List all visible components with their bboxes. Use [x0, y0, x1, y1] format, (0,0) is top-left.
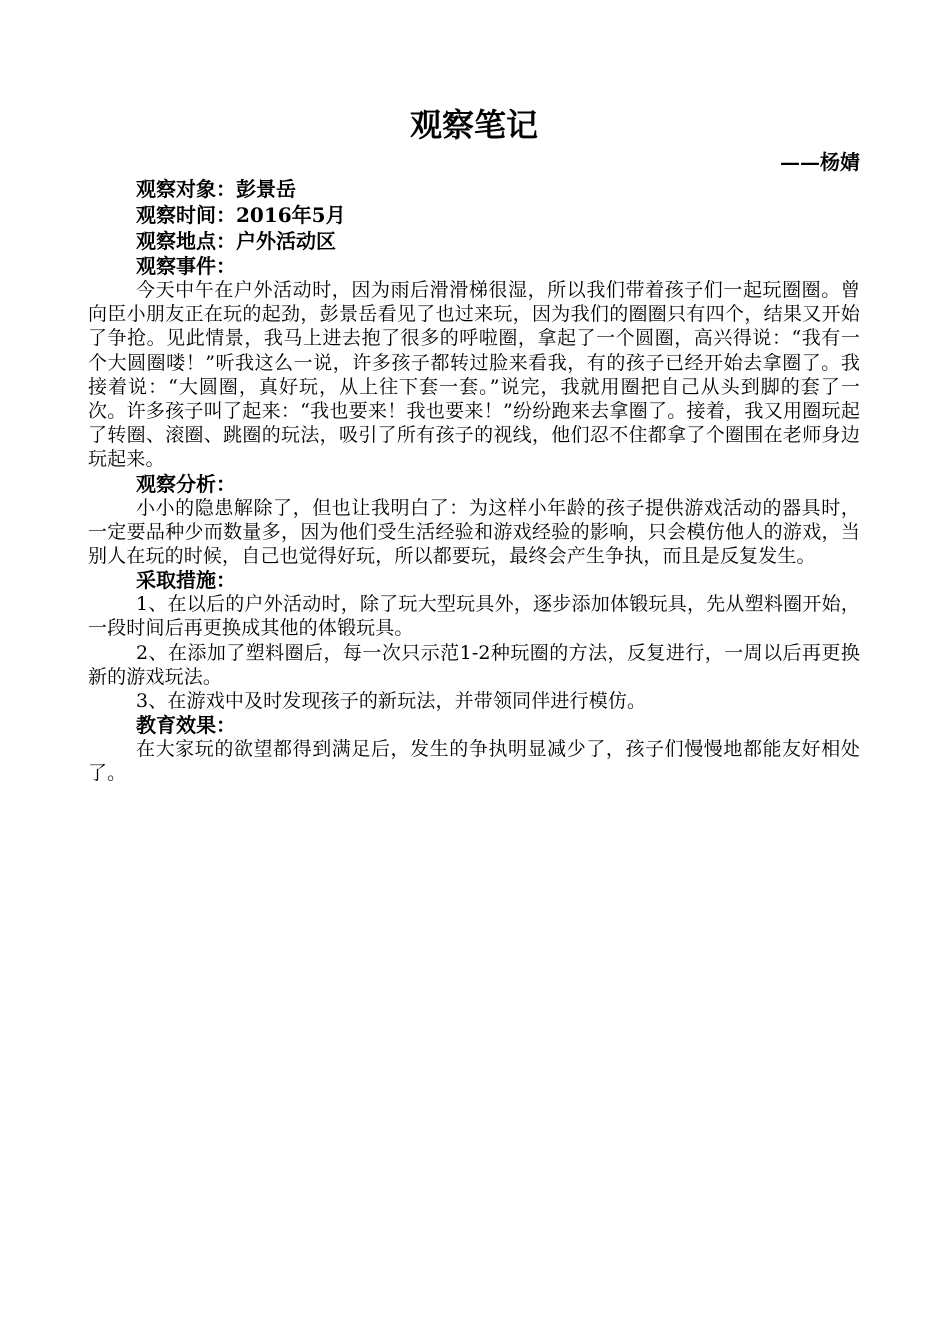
meta-value: 彭景岳	[236, 177, 296, 201]
section-heading: 观察事件：	[136, 254, 236, 278]
section-paragraph: 今天中午在户外活动时，因为雨后滑滑梯很湿，所以我们带着孩子们一起玩圈圈。曾向臣小朋友正在玩的起劲，彭景岳看见了也过来玩，因为我们的圈圈只有四个，结果又开始了争抢。见此情景，我马上进去抱了很多的呼啦圈，拿起了一个圆圈，高兴得说：“我有一个大圆圈喽！”听我这么一说，许多孩子都转过脸来看我，有的孩子已经开始去拿圈了。我接着说：“大圆圈，真好玩，从上往下套一套。”说完，我就用圈把自己从头到脚的套了一次。许多孩子叫了起来：“我也要来！我也要来！”纷纷跑来去拿圈了。接着，我又用圈玩起了转圈、滚圈、跳圈的玩法，吸引了所有孩子的视线，他们忍不住都拿了个圈围在老师身边玩起来。	[88, 279, 860, 471]
document-title: 观察笔记	[409, 106, 538, 144]
section-measures	[88, 568, 860, 713]
meta-label: 观察地点：	[136, 229, 236, 253]
author-line: ——杨婧	[780, 150, 860, 174]
meta-value: 2016年5月	[236, 203, 346, 227]
meta-label: 观察时间：	[136, 203, 236, 227]
meta-value: 户外活动区	[236, 229, 336, 253]
section-heading: 教育效果：	[136, 713, 236, 738]
measure-item-2: 2、在添加了塑料圈后，每一次只示范1-2种玩圈的方法，反复进行，一周以后再更换新的游戏玩法。	[88, 641, 860, 688]
meta-label: 观察对象：	[136, 177, 236, 201]
measure-item-3: 3、在游戏中及时发现孩子的新玩法，并带领同伴进行模仿。	[136, 690, 647, 713]
meta-location	[88, 228, 860, 254]
section-heading: 采取措施：	[136, 568, 236, 593]
meta-time	[88, 202, 860, 228]
section-effect	[88, 713, 860, 785]
section-paragraph: 在大家玩的欲望都得到满足后，发生的争执明显减少了，孩子们慢慢地都能友好相处了。	[88, 738, 860, 785]
document-page	[88, 100, 860, 786]
meta-block	[88, 176, 860, 254]
meta-subject	[88, 176, 860, 202]
section-analysis	[88, 472, 860, 569]
measure-item-1: 1、在以后的户外活动时，除了玩大型玩具外，逐步添加体锻玩具，先从塑料圈开始，一段时间后再更换成其他的体锻玩具。	[88, 593, 860, 640]
section-paragraph: 小小的隐患解除了，但也让我明白了：为这样小年龄的孩子提供游戏活动的器具时，一定要品种少而数量多，因为他们受生活经验和游戏经验的影响，只会模仿他人的游戏，当别人在玩的时候，自己也觉得好玩，所以都要玩，最终会产生争执，而且是反复发生。	[88, 496, 860, 568]
section-heading: 观察分析：	[136, 471, 236, 496]
section-event	[88, 254, 860, 472]
